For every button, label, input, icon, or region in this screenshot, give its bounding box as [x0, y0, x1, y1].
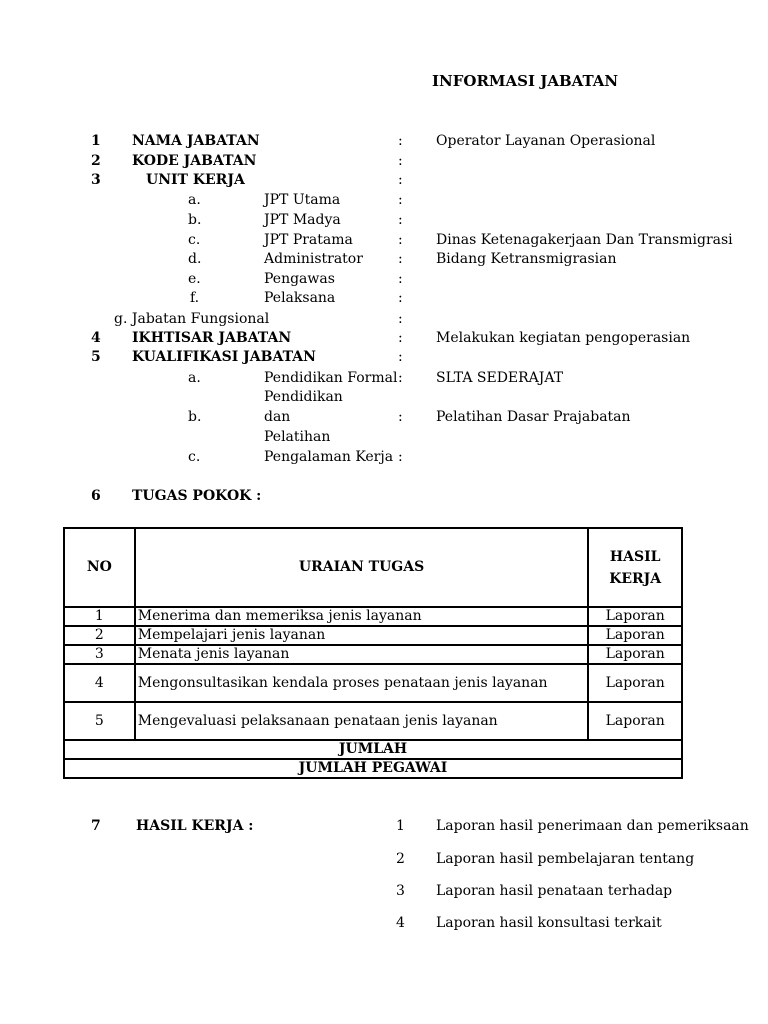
sub-label-pendidikan-line1: Pendidikan	[264, 389, 343, 405]
field-number: 1	[91, 133, 101, 149]
field-colon: :	[398, 133, 403, 149]
cell-hasil: Laporan	[588, 702, 682, 740]
header-hasil-line2: KERJA	[609, 570, 662, 587]
hasil-item-text: Laporan hasil penerimaan dan pemeriksaan	[436, 818, 749, 834]
header-no: NO	[64, 528, 135, 607]
field-label-unit-kerja: UNIT KERJA	[146, 172, 245, 188]
sub-colon: :	[398, 212, 403, 228]
field-number: 3	[91, 172, 101, 188]
table-row	[64, 702, 682, 740]
field-value-nama-jabatan: Operator Layanan Operasional	[436, 133, 656, 149]
sub-label-administrator: Administrator	[264, 251, 363, 267]
sub-letter: c.	[188, 449, 201, 465]
header-hasil-kerja	[588, 528, 682, 607]
cell-uraian: Menerima dan memeriksa jenis layanan	[135, 607, 589, 626]
sub-value-administrator: Bidang Ketransmigrasian	[436, 251, 617, 267]
sub-letter: f.	[190, 290, 200, 306]
cell-no: 2	[64, 626, 135, 645]
cell-uraian: Mengevaluasi pelaksanaan penataan jenis layanan	[135, 702, 589, 740]
sub-colon: :	[398, 192, 403, 208]
field-number: 6	[91, 488, 101, 504]
cell-hasil: Laporan	[588, 645, 682, 664]
sub-colon: :	[398, 409, 403, 425]
field-label-nama-jabatan: NAMA JABATAN	[132, 133, 260, 149]
hasil-item-text: Laporan hasil konsultasi terkait	[436, 915, 662, 931]
cell-jumlah-pegawai: JUMLAH PEGAWAI	[64, 759, 682, 778]
sub-label-pendidikan-formal: Pendidikan Formal	[264, 370, 398, 386]
sub-label-pendidikan-line2: dan	[264, 409, 291, 425]
field-colon: :	[398, 172, 403, 188]
sub-letter: e.	[188, 271, 201, 287]
sub-label-pengawas: Pengawas	[264, 271, 335, 287]
sub-label-pelaksana: Pelaksana	[264, 290, 336, 306]
sub-letter: b.	[188, 409, 202, 425]
table-row	[64, 607, 682, 626]
hasil-item-text: Laporan hasil pembelajaran tentang	[436, 851, 695, 867]
field-colon: :	[398, 153, 403, 169]
cell-jumlah: JUMLAH	[64, 740, 682, 759]
tugas-table	[63, 527, 683, 779]
field-value-ikhtisar: Melakukan kegiatan pengoperasian	[436, 330, 691, 346]
hasil-item-text: Laporan hasil penataan terhadap	[436, 883, 673, 899]
sub-colon: :	[398, 232, 403, 248]
hasil-kerja-label: HASIL KERJA :	[136, 818, 254, 834]
cell-uraian: Menata jenis layanan	[135, 645, 589, 664]
field-colon: :	[398, 349, 403, 365]
sub-letter: a.	[188, 192, 201, 208]
sub-value-pendidikan-formal: SLTA SEDERAJAT	[436, 370, 564, 386]
cell-uraian: Mengonsultasikan kendala proses penataan jenis layanan	[135, 664, 589, 702]
field-number: 2	[91, 153, 101, 169]
table-row	[64, 626, 682, 645]
cell-no: 4	[64, 664, 135, 702]
sub-letter: d.	[188, 251, 202, 267]
sub-label-jpt-utama: JPT Utama	[264, 192, 341, 208]
hasil-item-number: 4	[396, 915, 405, 931]
cell-uraian: Mempelajari jenis layanan	[135, 626, 589, 645]
sub-label-jpt-pratama: JPT Pratama	[264, 232, 353, 248]
cell-no: 1	[64, 607, 135, 626]
field-number: 5	[91, 349, 101, 365]
sub-label-jpt-madya: JPT Madya	[264, 212, 341, 228]
jabatan-fungsional-label: g. Jabatan Fungsional	[114, 311, 270, 327]
sub-colon: :	[398, 251, 403, 267]
header-uraian-tugas: URAIAN TUGAS	[135, 528, 589, 607]
field-label-kualifikasi: KUALIFIKASI JABATAN	[132, 349, 316, 365]
field-number: 4	[91, 330, 101, 346]
table-header-row	[64, 528, 682, 607]
hasil-item-number: 3	[396, 883, 405, 899]
table-jumlah-row	[64, 740, 682, 759]
cell-hasil: Laporan	[588, 607, 682, 626]
hasil-item-number: 2	[396, 851, 405, 867]
tugas-pokok-label: TUGAS POKOK :	[132, 488, 262, 504]
sub-letter: a.	[188, 370, 201, 386]
header-hasil-line1: HASIL	[609, 548, 661, 565]
hasil-item-number: 1	[396, 818, 405, 834]
cell-no: 5	[64, 702, 135, 740]
sub-letter: b.	[188, 212, 202, 228]
sub-value-jpt-pratama: Dinas Ketenagakerjaan Dan Transmigrasi	[436, 232, 733, 248]
cell-hasil: Laporan	[588, 626, 682, 645]
table-row	[64, 664, 682, 702]
sub-label-pendidikan-line3: Pelatihan	[264, 429, 331, 445]
table-row	[64, 645, 682, 664]
sub-value-pendidikan-pelatihan: Pelatihan Dasar Prajabatan	[436, 409, 631, 425]
sub-colon: :	[398, 290, 403, 306]
field-colon: :	[398, 330, 403, 346]
sub-letter: c.	[188, 232, 201, 248]
jabatan-fungsional-colon: :	[398, 311, 403, 327]
sub-colon: :	[398, 449, 403, 465]
sub-label-pengalaman-kerja: Pengalaman Kerja	[264, 449, 394, 465]
table-jumlah-pegawai-row	[64, 759, 682, 778]
field-label-kode-jabatan: KODE JABATAN	[132, 153, 257, 169]
document-title: INFORMASI JABATAN	[432, 72, 619, 90]
sub-colon: :	[398, 271, 403, 287]
cell-no: 3	[64, 645, 135, 664]
sub-colon: :	[398, 370, 403, 386]
field-number: 7	[91, 818, 101, 834]
field-label-ikhtisar: IKHTISAR JABATAN	[132, 330, 292, 346]
cell-hasil: Laporan	[588, 664, 682, 702]
